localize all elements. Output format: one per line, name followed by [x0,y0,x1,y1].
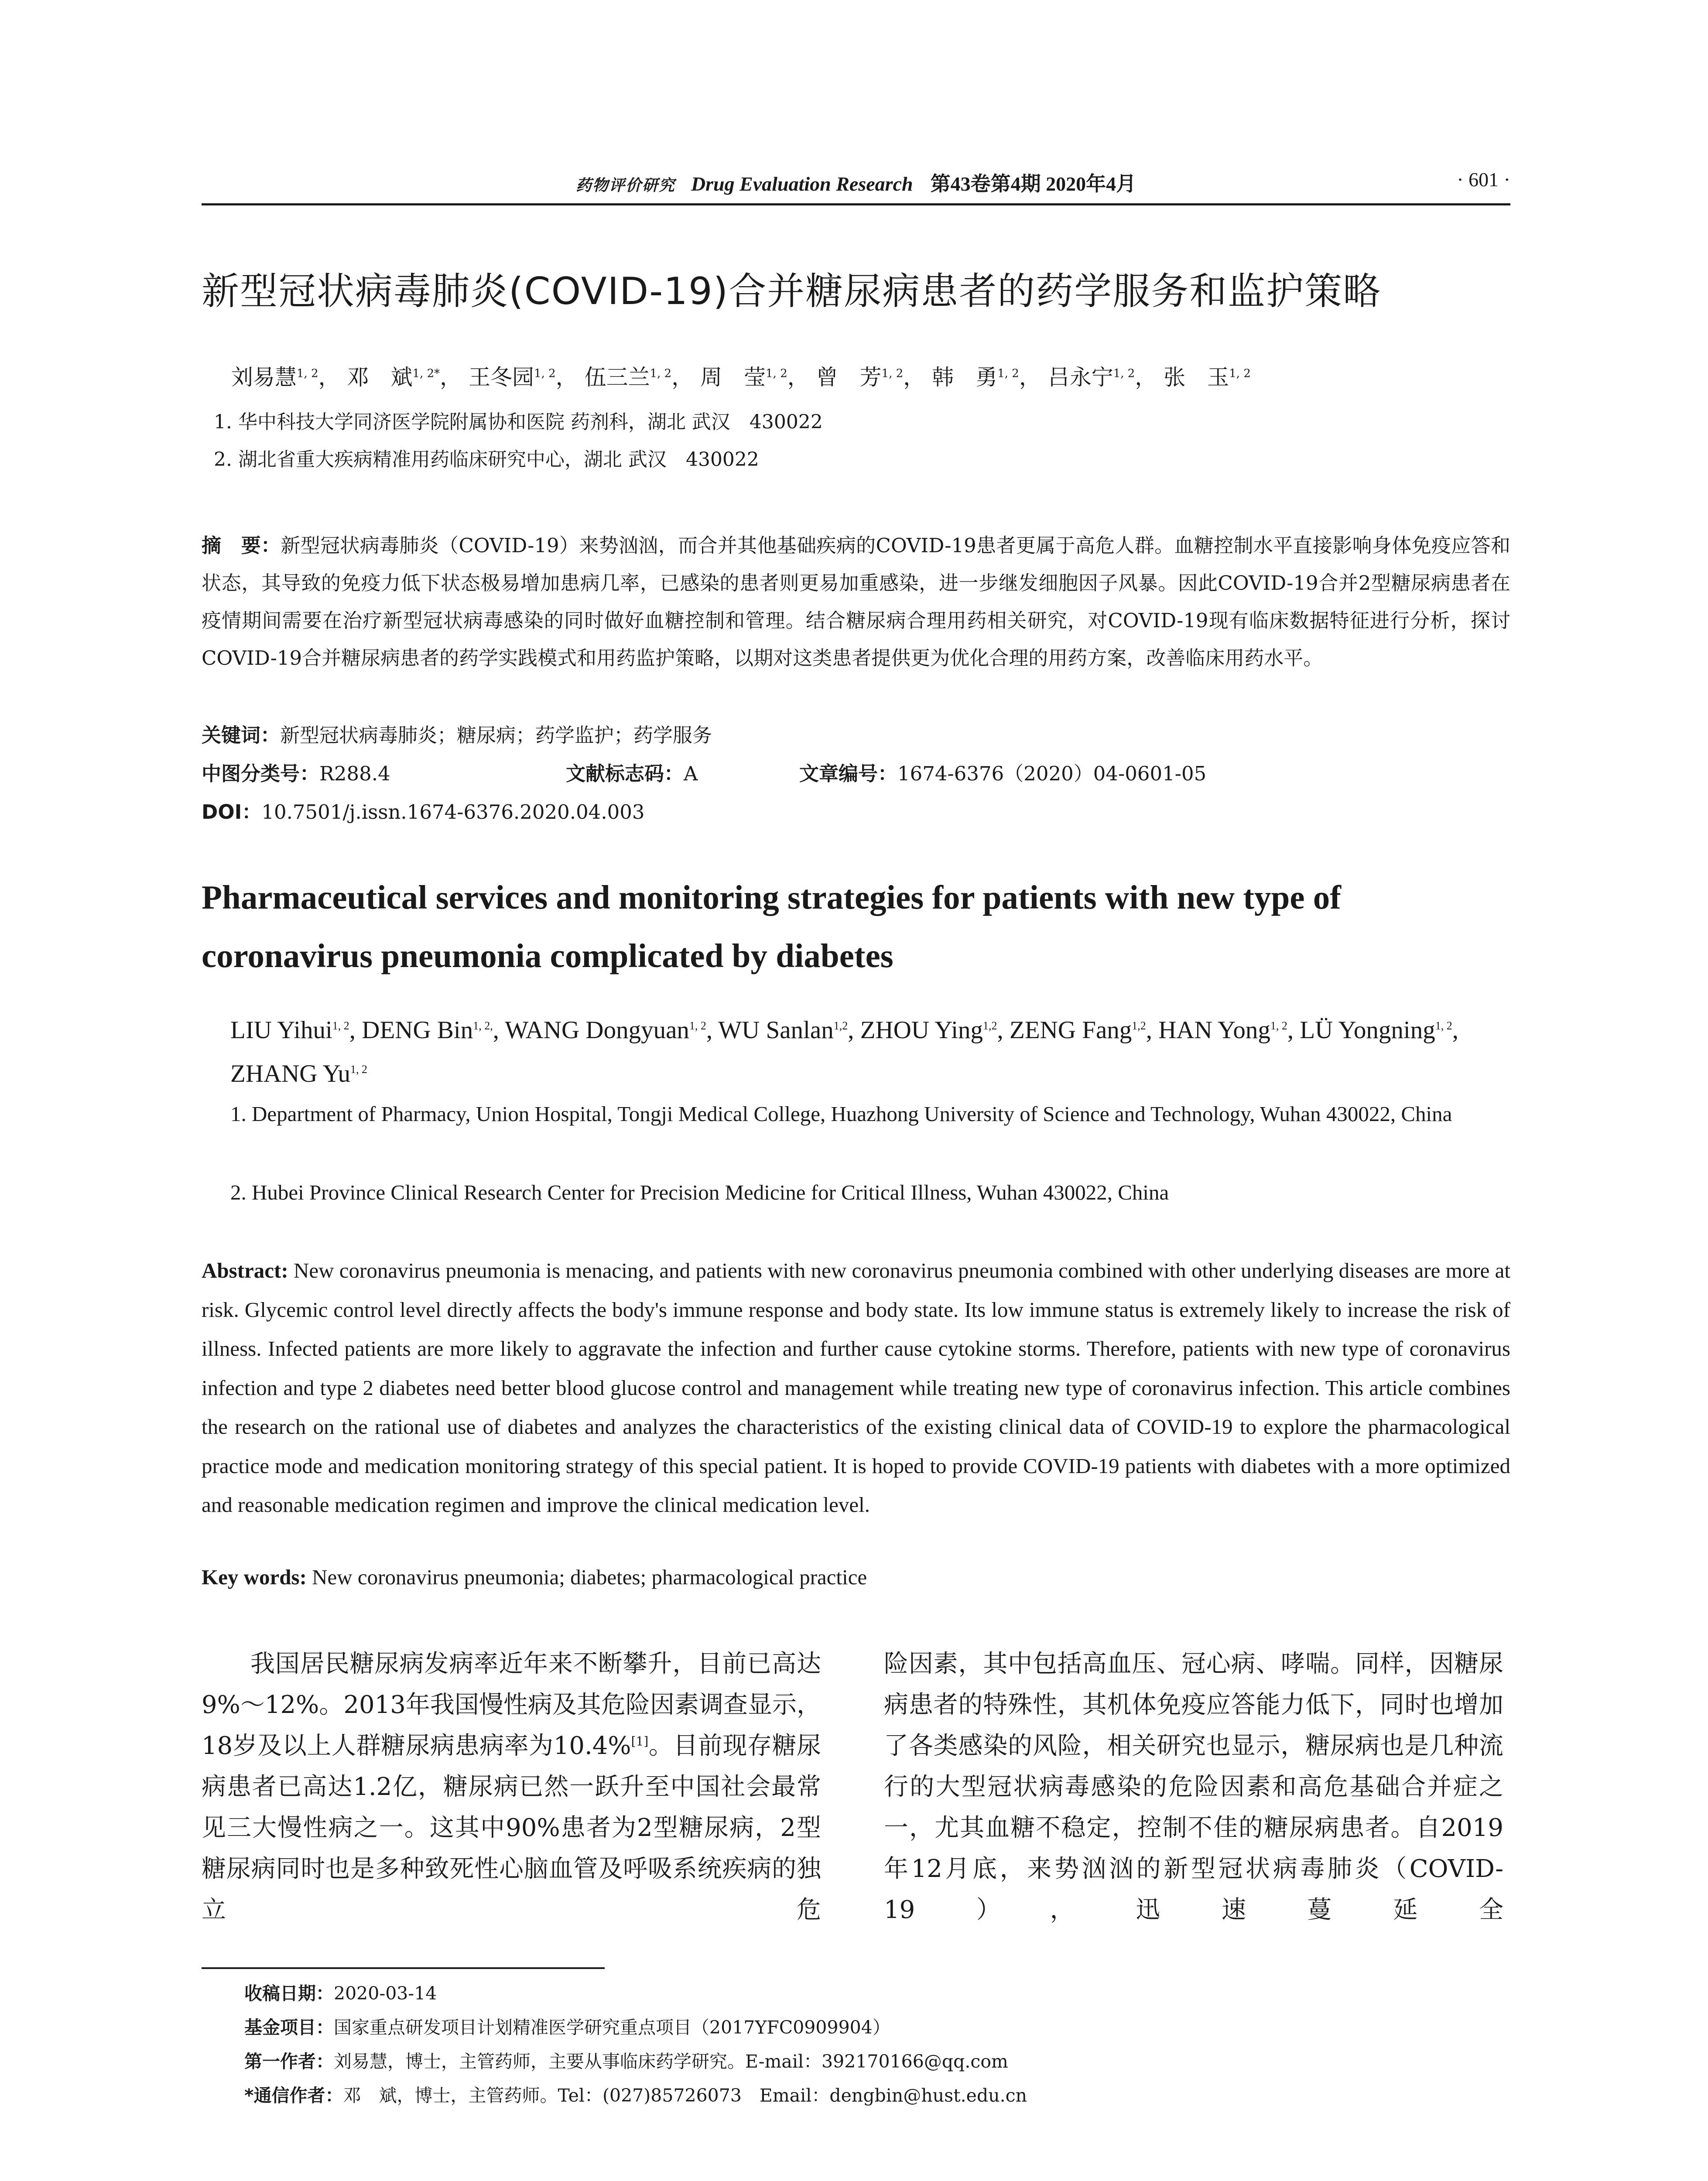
author-affiliation-mark: 1, 2 [881,367,904,380]
header-rule [202,203,1510,205]
author-name: 周 莹 [700,365,766,390]
body-paragraph: 险因素，其中包括高血压、冠心病、哮喘。同样，因糖尿病患者的特殊性，其机体免疫应答能力低下，同时也增加了各类感染的风险，相关研究也显示，糖尿病也是几种流行的大型冠状病毒感染的危险因素和高危基础合并症之一，尤其血糖不稳定，控制不佳的糖尿病患者。自2019年12月底，来势汹汹的新型冠状病毒肺炎（COVID-19），迅速蔓延全 [884,1650,1503,1924]
keywords-label: 关键词： [202,724,281,747]
footnote-label: 第一作者： [244,2051,334,2072]
article-no-value: 1674-6376（2020）04-0601-05 [897,762,1207,785]
author-separator: ， [787,365,809,390]
author-name: WU Sanlan [718,1016,834,1044]
author-name: 伍三兰 [584,365,650,390]
author-affiliation-mark: 1, 2 [766,367,787,380]
footnote-text: 邓 斌，博士，主管药师。Tel：(027)85726073 Email：dengbin@hust.edu.cn [343,2085,1027,2106]
footnote-rule [202,1967,605,1969]
author-affiliation-mark: 1, 2 [1229,367,1251,380]
footnote-funding [244,2014,890,2041]
chinese-keywords [202,722,712,749]
author-separator: ， [318,365,340,390]
abstract-label: Abstract: [202,1258,288,1282]
doc-code-field [566,761,698,787]
author-affiliation-mark: 1,2 [983,1019,997,1032]
author-separator: ， [555,365,578,390]
doi-label: DOI： [202,800,262,824]
doc-code-value: A [684,762,698,785]
journal-name: Drug Evaluation Research [691,173,913,195]
author-affiliation-mark: 1, 2 [350,1063,367,1076]
abstract-label: 摘 要： [202,534,281,557]
footnote-received [244,1980,437,2007]
clc-label: 中图分类号： [202,762,320,785]
footnote-label: 基金项目： [244,2017,334,2038]
english-authors: LIU Yihui$^{1, 2}$, DENG Bin$^{1, 2,}$, WANG Dongyuan$^{1, 2}$, WU Sanlan$^{1,2}$, ZHOU Ying$^{1,2}$, ZENG Fang$^{1,2}$, HAN Yong$^{1, 2}$, LÜ Yongning$^{1, 2}$, ZHANG Yu$^{1, 2}$ [230,1016,1459,1087]
keywords-text: 新型冠状病毒肺炎；糖尿病；药学监护；药学服务 [280,724,712,747]
author-name: HAN Yong [1158,1016,1270,1044]
author-affiliation-mark: 1, 2* [412,367,440,380]
author-affiliation-mark: 1, 2 [1113,367,1135,380]
chinese-title: 新型冠状病毒肺炎(COVID-19)合并糖尿病患者的药学服务和监护策略 [202,270,1382,313]
header-center [202,168,1510,197]
author-name: DENG Bin [362,1016,473,1044]
author-separator: ， [1019,365,1041,390]
author-name: 韩 勇 [932,365,998,390]
english-affiliation-1: 1. Department of Pharmacy, Union Hospital, Tongji Medical College, Huazhong University of Science and Technology, Wuhan 430022, China [230,1102,1452,1126]
footnote-text: 2020-03-14 [334,1983,437,2004]
body-column-right [884,1644,1503,1931]
doi-value: 10.7501/j.issn.1674-6376.2020.04.003 [261,800,645,824]
author-separator: ， [1135,365,1157,390]
english-title: Pharmaceutical services and monitoring strategies for patients with new type of coronavirus pneumonia complicated by diabetes [202,879,1341,974]
footnote-text: 国家重点研发项目计划精准医学研究重点项目（2017YFC0909904） [334,2017,890,2038]
abstract-text: New coronavirus pneumonia is menacing, and patients with new coronavirus pneumonia combined with other underlying diseases are more at risk. Glycemic control level directly affects the body's immune response and body state. Its low immune status is extremely likely to increase the risk of illness. Infected patients are more likely to aggravate the infection and further cause cytokine storms. Therefore, patients with new type of coronavirus infection and type 2 diabetes need better blood glucose control and management while treating new type of coronavirus infection. This article combines the research on the rational use of diabetes and analyzes the characteristics of the existing clinical data of COVID-19 to explore the pharmacological practice mode and medication monitoring strategy of this special patient. It is hoped to provide COVID-19 patients with diabetes with a more optimized and reasonable medication regimen and improve the clinical medication level. [202,1258,1510,1517]
article-no-field [799,761,1206,787]
author-affiliation-mark: 1, 2 [332,1019,349,1032]
author-affiliation-mark: 1, 2, [473,1019,493,1032]
author-name: LÜ Yongning [1300,1016,1435,1044]
author-affiliation-mark: 1,2 [833,1019,848,1032]
author-name: WANG Dongyuan [505,1016,689,1044]
english-affiliation-2: 2. Hubei Province Clinical Research Center for Precision Medicine for Critical Illness, Wuhan 430022, China [230,1180,1169,1204]
clc-field [202,761,390,787]
author-name: 邓 斌 [347,365,413,390]
footnote-corresponding [244,2082,1027,2109]
author-separator: ， [671,365,694,390]
article-no-label: 文章编号： [799,762,898,785]
body-paragraph [202,1644,821,1931]
author-affiliation-mark: 1,2 [1132,1019,1146,1032]
author-affiliation-mark: 1, 2 [534,367,556,380]
abstract-text: 新型冠状病毒肺炎（COVID-19）来势汹汹，而合并其他基础疾病的COVID-19患者更属于高危人群。血糖控制水平直接影响身体免疫应答和状态，其导致的免疫力低下状态极易增加患病几率，已感染的患者则更易加重感染，进一步继发细胞因子风暴。因此COVID-19合并2型糖尿病患者在疫情期间需要在治疗新型冠状病毒感染的同时做好血糖控制和管理。结合糖尿病合理用药相关研究，对COVID-19现有临床数据特征进行分析，探讨COVID-19合并糖尿病患者的药学实践模式和用药监护策略，以期对这类患者提供更为优化合理的用药方案，改善临床用药水平。 [202,534,1510,670]
author-name: 曾 芳 [816,365,882,390]
author-name: ZHANG Yu [230,1060,350,1087]
footnote-first-author [244,2048,1008,2075]
chinese-affiliation-2: 2. 湖北省重大疾病精准用药临床研究中心，湖北 武汉 430022 [214,448,759,471]
author-separator: ， [440,365,462,390]
author-name: LIU Yihui [230,1016,332,1044]
body-text: 我国居民糖尿病发病率近年来不断攀升，目前已高达9%～12%。2013年我国慢性病及其危险因素调查显示，18岁及以上人群糖尿病患病率为10.4% [202,1650,821,1760]
page-number: · 601 · [1457,168,1510,191]
chinese-abstract [202,527,1510,677]
english-keywords [202,1564,867,1590]
author-name: 王冬园 [469,365,534,390]
author-affiliation-mark: 1, 2 [689,1019,706,1032]
author-name: ZENG Fang [1010,1016,1132,1044]
keywords-label: Key words: [202,1565,307,1589]
author-separator: ， [903,365,925,390]
author-affiliation-mark: 1, 2 [650,367,672,380]
chinese-affiliation-1: 1. 华中科技大学同济医学院附属协和医院 药剂科，湖北 武汉 430022 [214,411,823,433]
author-name: 吕永宁 [1047,365,1113,390]
author-affiliation-mark: 1, 2 [297,367,318,380]
keywords-text: New coronavirus pneumonia; diabetes; pharmacological practice [312,1565,867,1589]
body-text: 。目前现存糖尿病患者已高达1.2亿，糖尿病已然一跃升至中国社会最常见三大慢性病之一。这其中90%患者为2型糖尿病，2型糖尿病同时也是多种致死性心脑血管及呼吸系统疾病的独立危 [202,1732,821,1924]
body-column-left [202,1644,821,1931]
author-name: ZHOU Ying [860,1016,983,1044]
journal-logo: 药物评价研究 [575,176,675,195]
footnote-label: 收稿日期： [244,1983,334,2004]
author-name: 张 玉 [1164,365,1229,390]
issue-info: 第43卷第4期 2020年4月 [930,173,1136,195]
author-affiliation-mark: 1, 2 [997,367,1019,380]
footnote-label: *通信作者： [244,2085,343,2106]
english-abstract [202,1251,1510,1525]
citation-ref: [1] [631,1734,649,1749]
author-affiliation-mark: 1, 2 [1435,1019,1452,1032]
author-affiliation-mark: 1, 2 [1270,1019,1287,1032]
author-name: 刘易慧 [231,365,297,390]
footnote-text: 刘易慧，博士，主管药师，主要从事临床药学研究。E-mail：392170166@qq.com [334,2051,1008,2072]
clc-value: R288.4 [319,762,390,785]
doc-code-label: 文献标志码： [566,762,684,785]
running-header [202,168,1510,203]
doi-line [202,799,645,825]
chinese-authors [231,362,1251,393]
